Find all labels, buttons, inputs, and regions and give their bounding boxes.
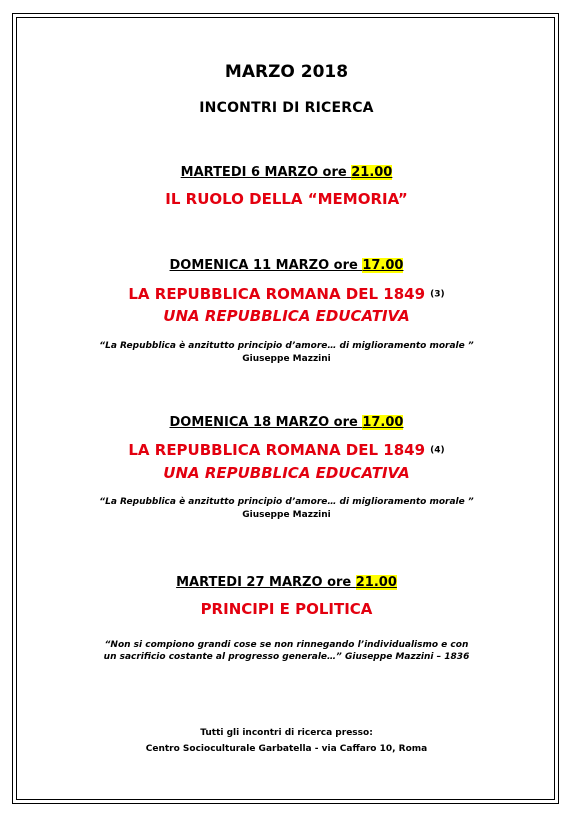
footer-venue-address: Centro Socioculturale Garbatella - via Caffaro 10, Roma [145,744,428,754]
event-4-time: 21.00 [355,575,397,590]
event-3-date-line [0,411,573,430]
event-1-time: 21.00 [351,165,393,180]
event-1-date-line [0,161,573,180]
event-3-note: (4) [430,445,445,456]
event-2-note: (3) [430,289,445,300]
page-title: MARZO 2018 [224,62,349,82]
event-3-date: DOMENICA 18 MARZO ore [169,415,363,430]
event-3-author: Giuseppe Mazzini [242,510,331,520]
event-2-title-line [0,284,573,303]
event-4-title: PRINCIPI E POLITICA [200,600,373,618]
event-4-date-line [0,571,573,590]
footer-venue-intro: Tutti gli incontri di ricerca presso: [200,728,373,738]
event-4-quote-line-1: “Non si compiono grandi cose se non rinnegando l’individualismo e con [104,640,469,650]
event-1-date: MARTEDI 6 MARZO ore [180,165,352,180]
event-2-quote: “La Repubblica è anzitutto principio d’amore… di miglioramento morale ” [99,341,474,351]
page-subtitle: INCONTRI DI RICERCA [199,100,374,116]
event-2-date-line [0,254,573,273]
event-3-title: LA REPUBBLICA ROMANA DEL 1849 [128,441,426,459]
event-2-subtitle: UNA REPUBBLICA EDUCATIVA [163,307,410,325]
event-4-date: MARTEDI 27 MARZO ore [176,575,356,590]
event-3-time: 17.00 [362,415,404,430]
event-2-title: LA REPUBBLICA ROMANA DEL 1849 [128,285,426,303]
event-3-quote: “La Repubblica è anzitutto principio d’amore… di miglioramento morale ” [99,497,474,507]
event-2-author: Giuseppe Mazzini [242,354,331,364]
event-1-title: IL RUOLO DELLA “MEMORIA” [165,190,408,208]
event-3-subtitle: UNA REPUBBLICA EDUCATIVA [163,464,410,482]
event-2-time: 17.00 [362,258,404,273]
event-4-quote-line-2: un sacrificio costante al progresso generale…” Giuseppe Mazzini – 1836 [103,652,470,662]
event-2-date: DOMENICA 11 MARZO ore [169,258,363,273]
event-3-title-line [0,440,573,459]
page-border-inner [16,17,555,800]
